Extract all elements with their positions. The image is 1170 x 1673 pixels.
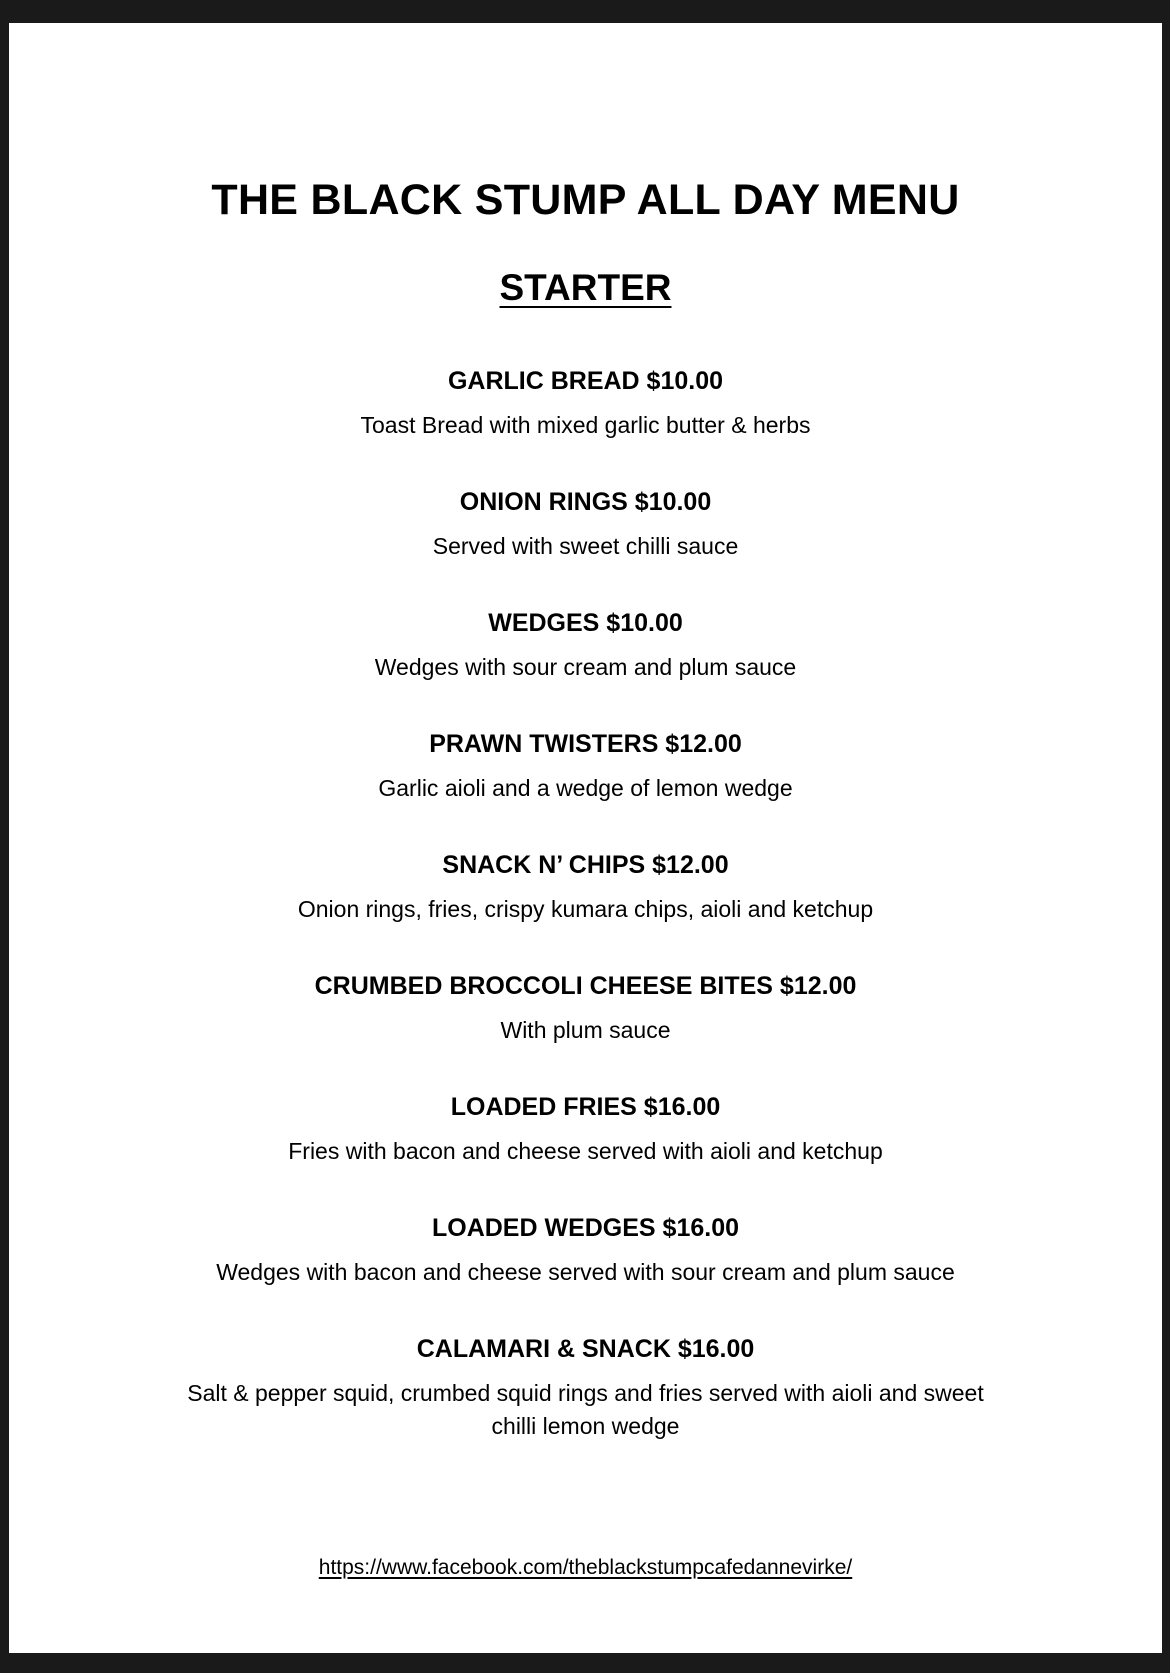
- menu-item-description: With plum sauce: [500, 1017, 671, 1043]
- menu-item-description: Salt & pepper squid, crumbed squid rings and fries served with aioli and sweet chilli lemon wedge: [187, 1380, 984, 1439]
- menu-item-name: CALAMARI & SNACK $16.00: [416, 1335, 755, 1363]
- menu-title: THE BLACK STUMP ALL DAY MENU: [211, 176, 960, 224]
- menu-item-description: Served with sweet chilli sauce: [432, 533, 739, 559]
- menu-item: [9, 363, 1162, 484]
- menu-item-description: Wedges with sour cream and plum sauce: [374, 654, 797, 680]
- menu-item-name: CRUMBED BROCCOLI CHEESE BITES $12.00: [314, 972, 857, 1000]
- menu-item: [9, 1210, 1162, 1331]
- section-title: [9, 266, 1162, 310]
- menu-item-description: Garlic aioli and a wedge of lemon wedge: [378, 775, 793, 801]
- menu-item-name: GARLIC BREAD $10.00: [447, 367, 724, 395]
- menu-item-description: Fries with bacon and cheese served with aioli and ketchup: [288, 1138, 883, 1164]
- menu-item: [9, 847, 1162, 968]
- menu-item: [9, 605, 1162, 726]
- menu-item: [9, 1089, 1162, 1210]
- menu-item: [9, 1331, 1162, 1452]
- menu-item-name: SNACK N’ CHIPS $12.00: [442, 851, 729, 879]
- menu-item-name: LOADED FRIES $16.00: [450, 1093, 721, 1121]
- menu-item: [9, 968, 1162, 1089]
- menu-item-name: PRAWN TWISTERS $12.00: [429, 730, 742, 758]
- section-title-text: STARTER: [499, 267, 672, 308]
- menu-item: [9, 484, 1162, 605]
- menu-item-description: Wedges with bacon and cheese served with sour cream and plum sauce: [216, 1259, 955, 1285]
- facebook-link[interactable]: https://www.facebook.com/theblackstumpcafedannevirke/: [318, 1556, 853, 1579]
- menu-item-name: ONION RINGS $10.00: [459, 488, 712, 516]
- footer: [9, 1553, 1162, 1583]
- menu-page: [9, 23, 1162, 1653]
- menu-item-name: WEDGES $10.00: [488, 609, 683, 637]
- menu-item-description: Toast Bread with mixed garlic butter & herbs: [360, 412, 811, 438]
- menu-item-name: LOADED WEDGES $16.00: [431, 1214, 740, 1242]
- menu-item-description: Onion rings, fries, crispy kumara chips, aioli and ketchup: [297, 896, 874, 922]
- menu-item: [9, 726, 1162, 847]
- menu-items: [9, 363, 1162, 1452]
